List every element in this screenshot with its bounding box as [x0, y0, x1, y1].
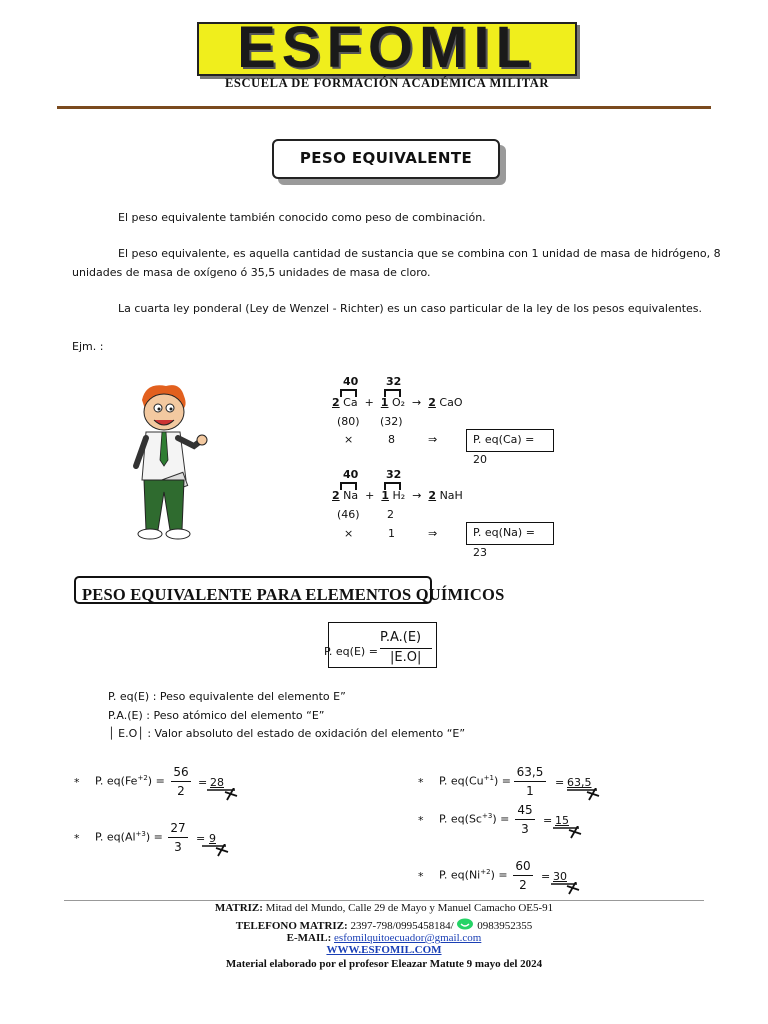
- section-heading-b: S QUÍMICOS: [402, 585, 505, 604]
- label-text: P. eq(Sc: [439, 812, 482, 826]
- sc-numerator: 45: [517, 803, 533, 817]
- sc-equals: =: [543, 814, 553, 827]
- formula-fraction-line: [380, 648, 432, 649]
- oxidation-state: +1: [483, 774, 494, 782]
- example-cu-label: [439, 774, 511, 788]
- equation-2: [332, 489, 463, 502]
- oxidation-state: +2: [137, 774, 148, 782]
- example-al-label: [95, 830, 163, 844]
- footer-credit: Material elaborado por el profesor Eleazar Matute 9 mayo del 2024: [225, 958, 543, 970]
- page-title: PESO EQUIVALENTE: [272, 139, 500, 179]
- fe-numerator: 56: [173, 765, 189, 779]
- definition-eo: │ E.O│ : Valor absoluto del estado de oxidación del elemento “E”: [108, 727, 466, 740]
- underline-check-icon: [565, 788, 603, 802]
- email-label: E-MAIL:: [286, 932, 332, 944]
- definition-pa: P.A.(E) : Peso atómico del elemento “E”: [108, 709, 325, 722]
- formula-denominator: |E.O|: [390, 650, 422, 665]
- ni-fraction-line: [513, 875, 533, 876]
- bullet-star: *: [418, 870, 424, 883]
- label-close: ) =: [147, 774, 165, 788]
- cu-denominator: 1: [526, 784, 534, 798]
- label-close: ) =: [493, 774, 511, 788]
- ni-equals: =: [541, 870, 551, 883]
- underline-check-icon: [205, 788, 239, 802]
- coef-na: 2: [332, 489, 340, 502]
- website-link[interactable]: WWW.ESFOMIL.COM: [326, 944, 442, 956]
- paragraph-2a: El peso equivalente, es aquella cantidad de sustancia que se combina con 1 unidad de masa de hidrógeno, 8: [118, 247, 721, 260]
- oxidation-state: +3: [135, 830, 146, 838]
- email-link[interactable]: esfomilquitoecuador@gmail.com: [334, 932, 482, 944]
- example-ni-label: [439, 868, 508, 882]
- ni-numerator: 60: [515, 859, 531, 873]
- fe-denominator: 2: [177, 784, 185, 798]
- label-text: P. eq(Cu: [439, 774, 484, 788]
- fe-equals: =: [198, 776, 208, 789]
- footer-email: [0, 932, 768, 944]
- section-heading-a: PESO EQUIVALENTE PARA ELEMENTO: [82, 585, 403, 604]
- result-na: P. eq(Na) = 23: [466, 522, 554, 545]
- plus-sign: +: [364, 396, 374, 409]
- coef-cao: 2: [428, 396, 436, 409]
- coef-nah: 2: [428, 489, 437, 502]
- section-heading: [82, 585, 504, 605]
- ni-result: 30: [553, 870, 567, 883]
- matriz-address: Mitad del Mundo, Calle 29 de Mayo y Manuel Camacho OE5-91: [262, 902, 554, 914]
- underline-check-icon: [200, 844, 234, 858]
- atomic-mass-ca: 40: [343, 375, 359, 388]
- element-h2: H₂: [392, 489, 406, 502]
- label-text: P. eq(Ni: [439, 868, 481, 882]
- al-denominator: 3: [174, 840, 182, 854]
- implies-symbol: ⇒: [428, 433, 438, 446]
- sc-result: 15: [555, 814, 569, 827]
- logo: ESFOMIL: [237, 15, 537, 80]
- footer-address: [0, 902, 768, 914]
- underline-check-icon: [551, 826, 585, 840]
- ratio-h2: 2: [387, 508, 394, 521]
- underline-check-icon: [549, 882, 583, 896]
- sc-fraction-line: [515, 819, 535, 820]
- product-cao: CaO: [439, 396, 463, 409]
- cu-equals: =: [555, 776, 565, 789]
- cu-numerator: 63,5: [516, 765, 544, 779]
- footer-divider: [64, 900, 704, 901]
- coef-h2: 1: [381, 489, 390, 502]
- ratio-ca: (80): [337, 415, 360, 428]
- result-ca: P. eq(Ca) = 20: [466, 429, 554, 452]
- ni-denominator: 2: [519, 878, 527, 892]
- fe-fraction-line: [171, 781, 191, 782]
- whatsapp-number: 0983952355: [477, 920, 533, 932]
- footer-web: [0, 944, 768, 956]
- definition-peq: P. eq(E) : Peso equivalente del elemento E”: [108, 690, 346, 703]
- cu-result: 63,5: [567, 776, 592, 789]
- formula-lhs: P. eq(E) =: [324, 645, 378, 658]
- bullet-star: *: [74, 832, 80, 845]
- element-o2: O₂: [391, 396, 406, 409]
- al-numerator: 27: [170, 821, 186, 835]
- example-fe-label: [95, 774, 165, 788]
- unknown-x: ×: [344, 433, 354, 446]
- value-1: 1: [388, 527, 395, 540]
- footer-phone: [0, 918, 768, 932]
- arrow: →: [412, 396, 422, 409]
- plus-sign: +: [365, 489, 375, 502]
- al-equals: =: [196, 832, 206, 845]
- formula-numerator: P.A.(E): [380, 630, 422, 645]
- oxidation-state: +3: [482, 812, 493, 820]
- fe-result: 28: [210, 776, 224, 789]
- label-text: P. eq(Al: [95, 830, 136, 844]
- implies-symbol-2: ⇒: [428, 527, 438, 540]
- equation-1: [332, 396, 463, 409]
- atomic-mass-o: 32: [386, 375, 402, 388]
- logo-subtitle: ESCUELA DE FORMACIÓN ACADÉMICA MILITAR: [225, 76, 549, 90]
- label-close: ) =: [145, 830, 163, 844]
- ratio-o2: (32): [380, 415, 403, 428]
- element-ca: Ca: [343, 396, 358, 409]
- example-label: Ejm. :: [72, 340, 104, 353]
- oxidation-state: +2: [480, 868, 491, 876]
- header-divider: [57, 106, 711, 109]
- bullet-star: *: [418, 776, 424, 789]
- label-text: P. eq(Fe: [95, 774, 138, 788]
- value-8: 8: [388, 433, 395, 446]
- phone-label: TELEFONO MATRIZ:: [235, 920, 348, 932]
- teacher-illustration: [128, 380, 210, 546]
- paragraph-2b: unidades de masa de oxígeno ó 35,5 unidades de masa de cloro.: [72, 266, 431, 279]
- ratio-na: (46): [337, 508, 360, 521]
- bullet-star: *: [418, 814, 424, 827]
- product-nah: NaH: [439, 489, 463, 502]
- atomic-mass-h: 32: [386, 468, 402, 481]
- label-close: ) =: [492, 812, 510, 826]
- phone-numbers: 2397-798/0995458184/: [347, 920, 454, 932]
- element-na: Na: [343, 489, 359, 502]
- al-fraction-line: [168, 837, 188, 838]
- sc-denominator: 3: [521, 822, 529, 836]
- al-result: 9: [209, 832, 216, 845]
- atomic-mass-na: 40: [343, 468, 359, 481]
- paragraph-1: El peso equivalente también conocido como peso de combinación.: [118, 211, 486, 224]
- whatsapp-icon: [456, 918, 474, 930]
- arrow: →: [412, 489, 422, 502]
- coef-ca: 2: [332, 396, 340, 409]
- unknown-x-2: ×: [344, 527, 354, 540]
- bullet-star: *: [74, 776, 80, 789]
- example-sc-label: [439, 812, 509, 826]
- coef-o2: 1: [380, 396, 389, 409]
- matriz-label: MATRIZ:: [214, 902, 263, 914]
- label-close: ) =: [490, 868, 508, 882]
- paragraph-3: La cuarta ley ponderal (Ley de Wenzel - Richter) es un caso particular de la ley de los pesos equivalentes.: [118, 302, 702, 315]
- cu-fraction-line: [514, 781, 546, 782]
